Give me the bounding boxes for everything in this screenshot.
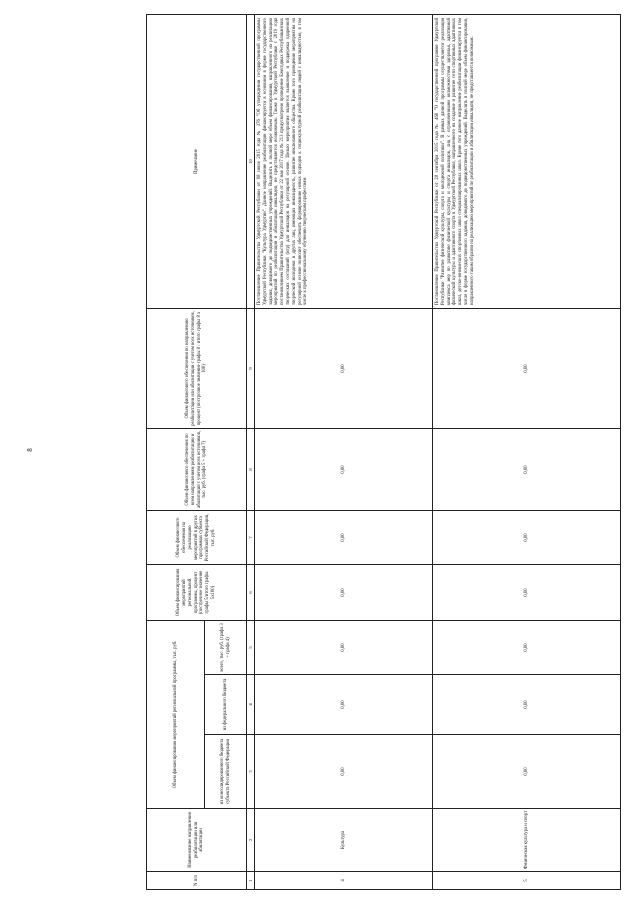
row-note: Постановление Правительства Удмуртской Республики от 28 сентября 2015 года № 460 "О государственной программе Удмуртской Республики "Развитие физической культуры, спорта и молодежной политики". В рамках данной программы осуществляется реализация комплекса мер по развитию физической культуры и спорта инвалидов, лиц с ограниченными возможностями здоровья, адаптивной физической культуры и адаптивного спорта в Удмуртской Республике, направленного на создание и развитие сети спортивных адаптивных школ, детско-юношеских спортивных школ специализированных школ. Кроме того данное направление реабилитации финансируется в том числе в форме государственного задания, доводимого до подведомственных учреждений. Выделить в полной мере объем финансирования, направленного таким образом на реализацию мероприятий по реабилитации и абилитации инвалидов, не представляется возможным. <box>433 14 621 308</box>
row-value-percent-all: 0,00 <box>255 308 433 428</box>
col-number: 4 <box>247 675 255 735</box>
row-num: 4 <box>255 872 433 890</box>
row-note: Постановление Правительства Удмуртской Республики от 08 июля 2015 года № 376 "Об утверждении государственной программы Удмуртской Республики "Культура Удмуртии". Данное направление реабилитации финансируется в основном в форме государственного задания, доводимого до подведомственных учреждений. Выделить в полной мере объем финансирования, направленного на реализацию мероприятий по реабилитации и абилитации инвалидов, не представляется возможным. Также в Удмуртской Республике с 2019 года постановлением Правительства Удмуртской Республики от 22 мая 2017 года № 213 предусмотрено проведение Ежегодных Республиканских творческих состязаний (игр) для инвалидов на регулярной основе. Целью мероприятия является выявление и поддержка одаренной творческой молодежи и других лиц, имеющих инвалидность, развитие инклюзивного общества. Кроме того проведение мероприятия на регулярной основе позволит обеспечить формирование новых подходов к социокультурной реабилитации людей с инвалидностью, в том числе к профессиональному обучению творческим профессиям <box>255 14 433 308</box>
row-value-total: 0,00 <box>255 620 433 674</box>
header-financing-percent: Объем финансирования мероприятий региональной программы, процент (построчное значение графы 5/итого графы 5х100) <box>147 564 247 620</box>
col-number: 1 <box>247 872 255 890</box>
table-row <box>433 14 621 889</box>
header-direction: Наименование направления реабилитации или абилитации <box>147 809 247 872</box>
financing-table <box>146 14 621 890</box>
header-financing-group: Объем финансирования мероприятий региональной программы, тыс. руб. <box>147 620 205 808</box>
table-row <box>255 14 433 889</box>
col-number: 7 <box>247 510 255 564</box>
col-number: 2 <box>247 809 255 872</box>
header-regional-budget: из консолидированного бюджета субъекта Российской Федерации <box>205 735 247 809</box>
col-number: 5 <box>247 620 255 674</box>
header-total-all-sources: Объем финансового обеспечения по всем направлениям реабилитации и абилитации с учетом всех источников, тыс. руб. (графа 5 + графа 7) <box>147 428 247 510</box>
page-number: 8 <box>25 448 34 452</box>
row-value-regional: 0,00 <box>255 735 433 809</box>
row-value-other-programs: 0,00 <box>433 510 621 564</box>
row-value-regional: 0,00 <box>433 735 621 809</box>
row-value-federal: 0,00 <box>433 675 621 735</box>
row-value-other-programs: 0,00 <box>255 510 433 564</box>
header-other-programs: Объем финансового обеспечения на реализацию мероприятий в других программах субъекта Российской Федерации, тыс. руб. <box>147 510 247 564</box>
col-number: 8 <box>247 428 255 510</box>
row-direction: Культура <box>255 809 433 872</box>
header-note: Примечание <box>147 14 247 308</box>
row-value-total: 0,00 <box>433 620 621 674</box>
row-value-federal: 0,00 <box>255 675 433 735</box>
col-number: 10 <box>247 14 255 308</box>
col-number: 6 <box>247 564 255 620</box>
row-value-all-sources: 0,00 <box>255 428 433 510</box>
row-value-percent: 0,00 <box>255 564 433 620</box>
row-value-percent-all: 0,00 <box>433 308 621 428</box>
header-num: N п/п <box>147 872 247 890</box>
header-federal-budget: из федерального бюджета <box>205 675 247 735</box>
col-number: 9 <box>247 308 255 428</box>
header-total: всего, тыс. руб. (графа 3 + графа 4) <box>205 620 247 674</box>
col-number: 3 <box>247 735 255 809</box>
row-value-percent: 0,00 <box>433 564 621 620</box>
header-percent-all-sources: Объем финансового обеспечения по направлению реабилитации или абилитации с учетом всех источников, процент (построчное значение графы 8 / итого графы 8 х 100) <box>147 308 247 428</box>
row-num: 5 <box>433 872 621 890</box>
row-direction: Физическая культура и спорт <box>433 809 621 872</box>
rotated-table-wrapper <box>146 15 621 890</box>
row-value-all-sources: 0,00 <box>433 428 621 510</box>
